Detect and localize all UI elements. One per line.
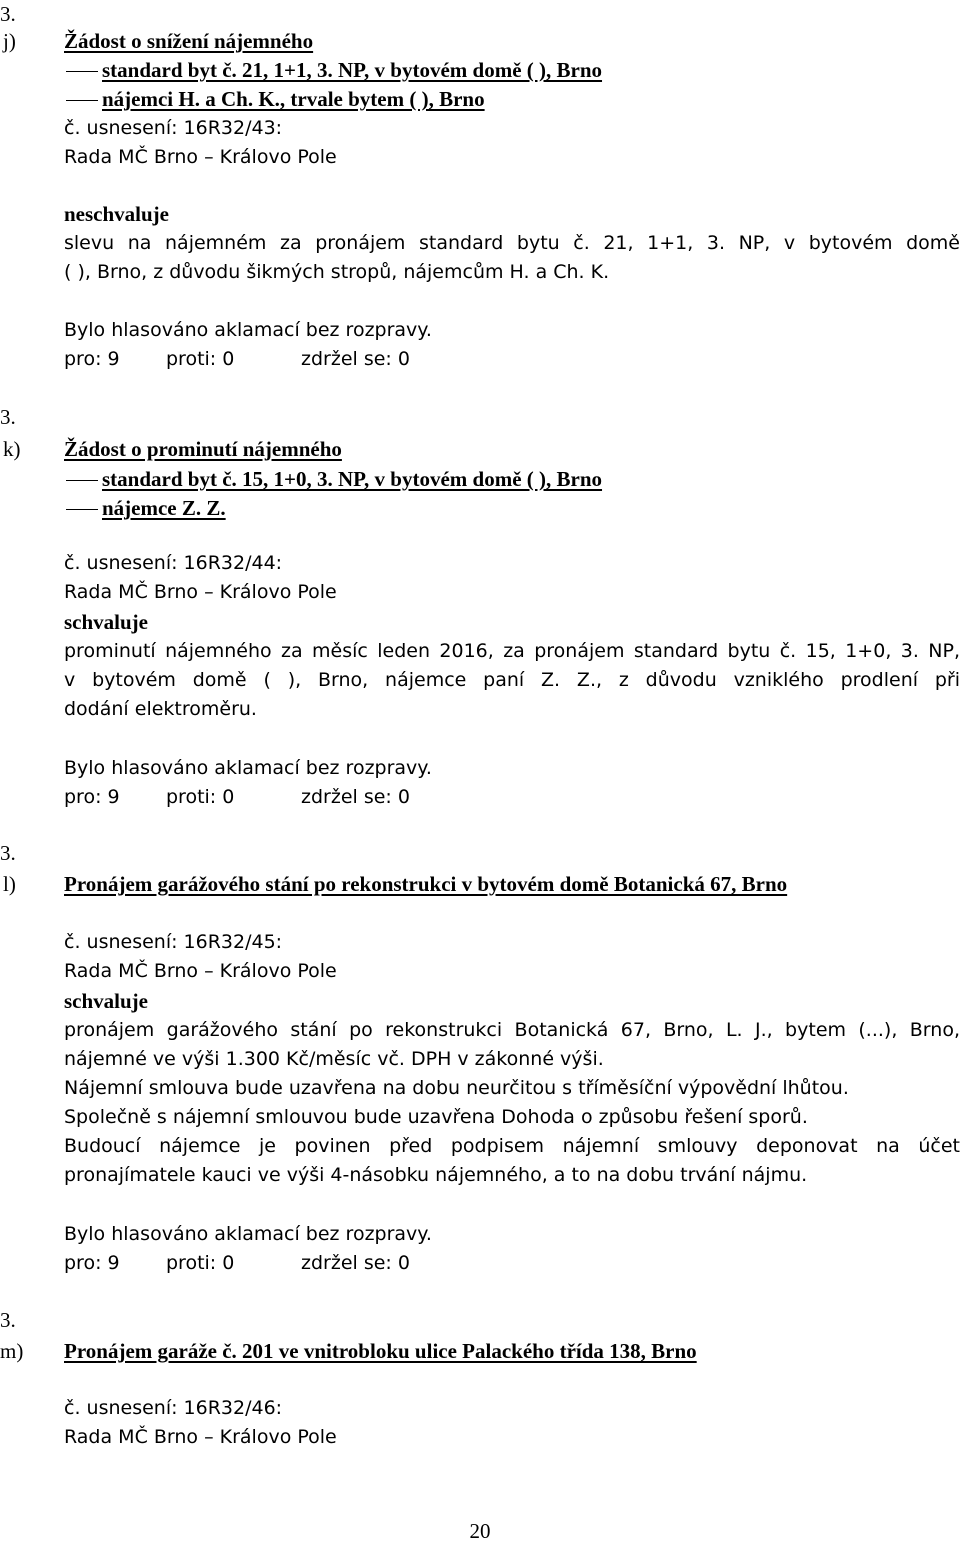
vote-proti: proti: 0 <box>166 786 235 808</box>
detail-line: standard byt č. 15, 1+0, 3. NP, v bytovém domě ( ), Brno <box>102 467 603 491</box>
vote-note: Bylo hlasováno aklamací bez rozpravy. <box>64 757 432 779</box>
council-name: Rada MČ Brno – Královo Pole <box>64 146 337 168</box>
resolution-number: č. usnesení: 16R32/44: <box>64 552 283 574</box>
vote-result <box>64 345 464 374</box>
vote-abstain: zdržel se: 0 <box>301 1252 410 1274</box>
vote-abstain: zdržel se: 0 <box>301 348 410 370</box>
resolution-number: č. usnesení: 16R32/46: <box>64 1397 283 1419</box>
decision: schvaluje <box>64 989 148 1013</box>
vote-note: Bylo hlasováno aklamací bez rozpravy. <box>64 319 432 341</box>
page-number: 20 <box>469 1519 491 1543</box>
section-title: Žádost o prominutí nájemného <box>64 437 342 461</box>
item-number: 3. <box>0 841 16 865</box>
item-letter: m) <box>0 1339 24 1363</box>
dash-bullet <box>66 100 98 101</box>
item-number: 3. <box>0 2 16 26</box>
section-title: Pronájem garáže č. 201 ve vnitrobloku ulice Palackého třída 138, Brno <box>64 1339 697 1363</box>
item-number: 3. <box>0 1308 16 1332</box>
dash-bullet <box>66 71 98 72</box>
vote-note: Bylo hlasováno aklamací bez rozpravy. <box>64 1223 432 1245</box>
vote-pro: pro: 9 <box>64 348 120 370</box>
resolution-text: Společně s nájemní smlouvou bude uzavřena Dohoda o způsobu řešení sporů. <box>64 1106 808 1128</box>
resolution-text: dodání elektroměru. <box>64 698 257 720</box>
resolution-number: č. usnesení: 16R32/43: <box>64 117 283 139</box>
detail-line: standard byt č. 21, 1+1, 3. NP, v bytovém domě ( ), Brno <box>102 58 603 82</box>
vote-pro: pro: 9 <box>64 786 120 808</box>
vote-result <box>64 783 464 812</box>
section-title: Pronájem garážového stání po rekonstrukci v bytovém domě Botanická 67, Brno <box>64 872 788 896</box>
council-name: Rada MČ Brno – Královo Pole <box>64 1426 337 1448</box>
resolution-text: Nájemní smlouva bude uzavřena na dobu neurčitou s tříměsíční výpovědní lhůtou. <box>64 1077 849 1099</box>
vote-result <box>64 1249 464 1278</box>
item-letter: j) <box>3 29 16 53</box>
item-number: 3. <box>0 405 16 429</box>
resolution-text: slevu na nájemném za pronájem standard bytu č. 21, 1+1, 3. NP, v bytovém domě <box>64 232 960 254</box>
council-name: Rada MČ Brno – Královo Pole <box>64 581 337 603</box>
decision: schvaluje <box>64 610 148 634</box>
section-title: Žádost o snížení nájemného <box>64 29 314 53</box>
resolution-text: prominutí nájemného za měsíc leden 2016, za pronájem standard bytu č. 15, 1+0, 3. NP, <box>64 640 960 662</box>
vote-abstain: zdržel se: 0 <box>301 786 410 808</box>
council-name: Rada MČ Brno – Královo Pole <box>64 960 337 982</box>
dash-bullet <box>66 509 98 510</box>
dash-bullet <box>66 480 98 481</box>
resolution-text: nájemné ve výši 1.300 Kč/měsíc vč. DPH v zákonné výši. <box>64 1048 604 1070</box>
resolution-text: pronájem garážového stání po rekonstrukci Botanická 67, Brno, L. J., bytem (...), Brno, <box>64 1019 960 1041</box>
vote-proti: proti: 0 <box>166 1252 235 1274</box>
vote-pro: pro: 9 <box>64 1252 120 1274</box>
resolution-text: v bytovém domě ( ), Brno, nájemce paní Z. Z., z důvodu vzniklého prodlení při <box>64 669 960 691</box>
decision: neschvaluje <box>64 202 169 226</box>
item-letter: l) <box>3 872 16 896</box>
resolution-text: Budoucí nájemce je povinen před podpisem nájemní smlouvy deponovat na účet <box>64 1135 960 1157</box>
detail-line: nájemce Z. Z. <box>102 496 226 520</box>
resolution-text: ( ), Brno, z důvodu šikmých stropů, nájemcům H. a Ch. K. <box>64 261 610 283</box>
item-letter: k) <box>3 437 21 461</box>
vote-proti: proti: 0 <box>166 348 235 370</box>
resolution-text: pronajímatele kauci ve výši 4-násobku nájemného, a to na dobu trvání nájmu. <box>64 1164 808 1186</box>
resolution-number: č. usnesení: 16R32/45: <box>64 931 283 953</box>
detail-line: nájemci H. a Ch. K., trvale bytem ( ), Brno <box>102 87 485 111</box>
